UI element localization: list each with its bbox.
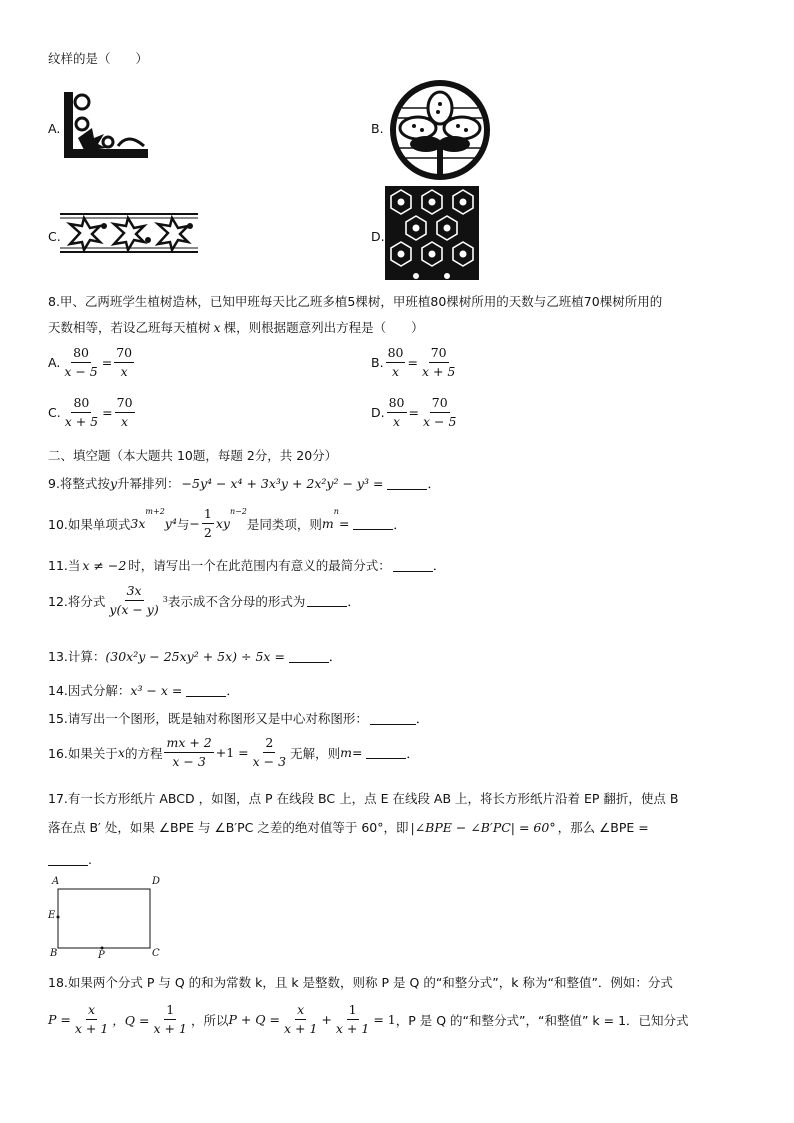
q12-text: 表示成不含分母的形式为 bbox=[167, 593, 306, 609]
q9-var: y bbox=[109, 475, 117, 491]
q8-line2a: 天数相等，若设乙班每天植树 bbox=[48, 320, 211, 335]
q13: 13.计算： (30x²y − 25xy² + 5x) ÷ 5x = ． bbox=[48, 648, 342, 664]
q8-option-d[interactable]: D. $\frac{80}{x}$ = $\frac{70}{x - 5}$ bbox=[371, 395, 457, 430]
fraction-denominator: x + 5 bbox=[64, 414, 99, 430]
q8-option-d-label: D. bbox=[371, 405, 385, 421]
q8-var: x bbox=[213, 319, 221, 335]
q8-line2b: 棵，则根据题意列出方程是（ ） bbox=[223, 320, 424, 335]
q10-mn: m bbox=[321, 516, 334, 532]
q9: 9.将整式按 y 升幂排列： −5y⁴ − x⁴ + 3x³y + 2x²y² − y³ = ． bbox=[48, 475, 440, 491]
q16-eq: = bbox=[351, 745, 363, 761]
q7-option-b-label: B. bbox=[371, 121, 384, 136]
q18-plus: + bbox=[321, 1012, 332, 1028]
fraction-denominator: 2 bbox=[203, 525, 212, 541]
q8-option-a[interactable]: A. $\frac{80}{x - 5}$ = $\frac{70}{x}$ bbox=[48, 345, 133, 380]
fraction-denominator: x bbox=[393, 414, 401, 430]
q18-tail: ，P 是 Q 的“和整分式”，“和整值” k = 1．已知分式 bbox=[395, 1012, 689, 1028]
fraction-denominator: x − 3 bbox=[172, 754, 206, 770]
fraction-numerator: mx + 2 bbox=[164, 736, 213, 753]
fraction-denominator: x + 1 bbox=[153, 1021, 187, 1037]
fraction-numerator: 80 bbox=[71, 346, 91, 363]
q10-prefix: 10.如果单项式 bbox=[48, 516, 131, 532]
q18-line2 bbox=[48, 1003, 689, 1037]
q10-y4: y⁴ bbox=[164, 516, 177, 532]
q10-eq: = bbox=[338, 516, 350, 532]
vertex-label-c: C bbox=[152, 948, 160, 959]
q16-m: m bbox=[340, 745, 352, 761]
answer-blank[interactable] bbox=[393, 559, 433, 572]
q10-term1: 3x bbox=[130, 516, 146, 532]
q14-prefix: 14.因式分解： bbox=[48, 683, 131, 698]
q7-option-c-label: C. bbox=[48, 229, 61, 244]
q9-prefix: 9.将整式按 bbox=[48, 476, 110, 491]
q8-line1: 8.甲、乙两班学生植树造林，已知甲班每天比乙班多植5棵树，甲班植80棵树所用的天数与乙班植70棵树所用的 bbox=[48, 294, 663, 309]
fraction-numerator: 80 bbox=[71, 396, 91, 413]
answer-blank[interactable] bbox=[48, 853, 88, 866]
answer-blank[interactable] bbox=[307, 594, 347, 607]
q17-abs-expression: |∠BPE − ∠B′PC| = 60° bbox=[410, 819, 556, 835]
fraction-denominator: x − 5 bbox=[423, 414, 457, 430]
q11-text: 时，请写出一个在此范围内有意义的最简分式： bbox=[128, 558, 391, 573]
q12: 12.将分式 $\frac{3x}{y(x - y)}$ 3 表示成不含分母的形式为 ． bbox=[48, 583, 360, 618]
fraction-denominator: x + 1 bbox=[283, 1021, 318, 1037]
q17-line1: 17.有一长方形纸片 ABCD ，如图，点 P 在线段 BC 上，点 E 在线段 AB 上，将长方形纸片沿着 EP 翻折，使点 B bbox=[48, 791, 679, 806]
q7-option-b-image[interactable] bbox=[388, 78, 492, 185]
fraction-numerator: x bbox=[295, 1003, 306, 1020]
fraction-numerator: 1 bbox=[202, 507, 214, 524]
q17-line2c: ，那么 ∠BPE = bbox=[557, 820, 649, 835]
answer-blank[interactable] bbox=[289, 650, 329, 663]
vertex-label-b: B bbox=[50, 948, 58, 959]
point-label-e: E bbox=[48, 910, 56, 921]
q16-var: x bbox=[117, 745, 125, 761]
q10-mn-exp: n bbox=[333, 507, 339, 516]
q7-option-d-label: D. bbox=[371, 229, 385, 244]
q18-line1: 18.如果两个分式 P 与 Q 的和为常数 k，且 k 是整数，则称 P 是 Q 的“和整分式”，k 称为“和整值”．例如：分式 bbox=[48, 975, 673, 990]
q8-option-a-label: A. bbox=[48, 355, 61, 371]
q9-expression: −5y⁴ − x⁴ + 3x³y + 2x²y² − y³ = bbox=[181, 475, 384, 491]
fraction-numerator: 2 bbox=[263, 736, 275, 753]
q17-end: . bbox=[88, 852, 92, 867]
q17-line2 bbox=[48, 818, 649, 836]
q7-option-a-image[interactable] bbox=[60, 90, 152, 165]
fraction-denominator: y(x − y) bbox=[109, 602, 159, 618]
fraction-numerator: 70 bbox=[429, 346, 449, 363]
answer-blank[interactable] bbox=[370, 712, 416, 725]
q10-minus: − bbox=[189, 516, 200, 532]
fraction-denominator: x − 3 bbox=[252, 754, 287, 770]
q15-text: 15.请写出一个图形，既是轴对称图形又是中心对称图形： bbox=[48, 711, 368, 726]
answer-blank[interactable] bbox=[353, 517, 393, 530]
q8-option-c-label: C. bbox=[48, 405, 61, 421]
q10-exp1: m+2 bbox=[145, 507, 165, 516]
q8-option-b[interactable]: B. $\frac{80}{x}$ = $\frac{70}{x + 5}$ bbox=[371, 345, 456, 380]
answer-blank[interactable] bbox=[186, 684, 226, 697]
q8-line2 bbox=[48, 318, 424, 336]
fraction-numerator: 80 bbox=[386, 346, 406, 363]
q10-term2: xy bbox=[215, 516, 230, 532]
answer-blank[interactable] bbox=[387, 477, 427, 490]
fraction-denominator: x bbox=[121, 414, 129, 430]
fraction-denominator: x + 1 bbox=[74, 1021, 109, 1037]
q10-suffix: 是同类项，则 bbox=[246, 516, 322, 532]
fraction-numerator: 1 bbox=[347, 1003, 359, 1020]
q18-p-lhs: P = bbox=[48, 1012, 71, 1028]
fraction-numerator: 70 bbox=[114, 346, 134, 363]
q18-so: ，所以 bbox=[190, 1012, 229, 1028]
section-heading: 二、填空题（本大题共 10题，每题 2分，共 20分） bbox=[48, 448, 338, 463]
q16-suffix: 无解，则 bbox=[290, 745, 341, 761]
q10: 10.如果单项式 3x m+2 y⁴ 与 − $\frac{1}{2}$ xy n−2 是同类项，则 m n = ． bbox=[48, 506, 406, 541]
fraction-numerator: 70 bbox=[430, 396, 450, 413]
answer-blank[interactable] bbox=[366, 746, 406, 759]
q11-prefix: 11.当 bbox=[48, 558, 81, 573]
vertex-label-d: D bbox=[152, 876, 161, 887]
fraction-numerator: x bbox=[86, 1003, 97, 1020]
q11-condition: x ≠ −2 bbox=[82, 557, 127, 573]
q18-sum-result: = 1 bbox=[373, 1012, 396, 1028]
q13-prefix: 13.计算： bbox=[48, 649, 106, 664]
q14-expression: x³ − x = bbox=[130, 682, 183, 698]
q16: 16.如果关于 x 的方程 $\frac{mx + 2}{x - 3}$ +1 = $\frac{2}{x - 3}$ 无解，则 m = ． bbox=[48, 735, 419, 770]
fraction-denominator: x + 5 bbox=[421, 364, 456, 380]
point-label-p: P bbox=[98, 950, 105, 961]
q15: 15.请写出一个图形，既是轴对称图形又是中心对称图形： ． bbox=[48, 711, 429, 726]
fraction-numerator: 70 bbox=[115, 396, 135, 413]
q13-expression: (30x²y − 25xy² + 5x) ÷ 5x = bbox=[105, 648, 285, 664]
fraction-denominator: x bbox=[391, 364, 400, 380]
fraction-numerator: 3x bbox=[125, 584, 144, 601]
q16-text: 的方程 bbox=[124, 745, 163, 761]
q9-text: 升幂排列： bbox=[117, 476, 180, 491]
rectangle-figure bbox=[48, 876, 178, 965]
fraction-denominator: x + 1 bbox=[335, 1021, 370, 1037]
q18-q-lhs: ，Q = bbox=[112, 1012, 150, 1028]
fraction-numerator: 1 bbox=[164, 1003, 176, 1020]
q14: 14.因式分解： x³ − x = ． bbox=[48, 682, 239, 698]
q17-line2a: 落在点 B′ 处，如果 ∠BPE 与 ∠B′PC 之差的绝对值等于 60°，即 bbox=[48, 820, 409, 835]
q8-option-b-label: B. bbox=[371, 355, 384, 371]
fraction-numerator: 80 bbox=[387, 396, 407, 413]
q18-sum-lhs: P + Q = bbox=[228, 1012, 280, 1028]
fraction-denominator: x bbox=[120, 364, 128, 380]
q10-exp2: n−2 bbox=[229, 507, 247, 516]
q12-prefix: 12.将分式 bbox=[48, 593, 106, 609]
q7-option-a-label: A. bbox=[48, 121, 61, 136]
q7-option-c-image[interactable] bbox=[60, 212, 198, 257]
vertex-label-a: A bbox=[52, 876, 60, 887]
q10-mid: 与 bbox=[176, 516, 190, 532]
q8-option-c[interactable]: C. $\frac{80}{x + 5}$ = $\frac{70}{x}$ bbox=[48, 395, 133, 430]
q16-plus: +1 = bbox=[215, 745, 249, 761]
fraction-denominator: x − 5 bbox=[64, 364, 98, 380]
q16-prefix: 16.如果关于 bbox=[48, 745, 118, 761]
q17-line3 bbox=[48, 852, 92, 867]
q7-option-d-image[interactable] bbox=[385, 186, 479, 283]
q12-exponent: 3 bbox=[162, 594, 168, 604]
q11: 11.当 x ≠ −2 时，请写出一个在此范围内有意义的最简分式： ． bbox=[48, 557, 446, 573]
q7-tail-line: 纹样的是（ ） bbox=[48, 51, 149, 66]
